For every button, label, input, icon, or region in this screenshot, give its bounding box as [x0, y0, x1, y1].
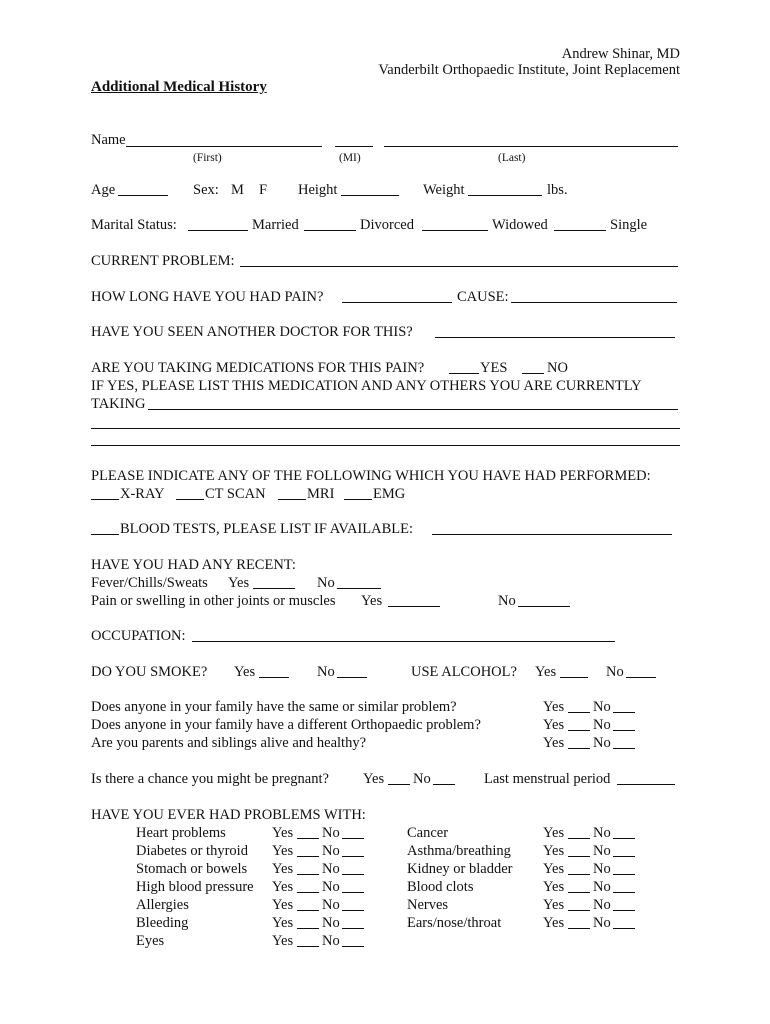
- problem-yes-label: Yes: [272, 861, 294, 877]
- family-q2-no-label: No: [593, 717, 611, 733]
- problem-no-field[interactable]: [613, 910, 635, 911]
- smoke-no-label: No: [317, 664, 335, 680]
- problem-label: High blood pressure: [136, 879, 254, 895]
- problem-yes-label: Yes: [543, 843, 565, 859]
- family-q1-no-label: No: [593, 699, 611, 715]
- problem-label: Blood clots: [407, 879, 474, 895]
- problem-no-field[interactable]: [342, 910, 364, 911]
- lmp-field[interactable]: [617, 784, 675, 785]
- problem-no-field[interactable]: [342, 946, 364, 947]
- medications-line-3[interactable]: [91, 445, 680, 446]
- smoke-no-field[interactable]: [337, 677, 367, 678]
- pregnant-no-field[interactable]: [433, 784, 455, 785]
- problem-no-field[interactable]: [342, 928, 364, 929]
- doctor-name: Andrew Shinar, MD: [561, 46, 680, 62]
- problem-yes-label: Yes: [543, 825, 565, 841]
- fever-yes-field[interactable]: [253, 588, 295, 589]
- weight-label: Weight: [423, 182, 465, 198]
- family-q1: Does anyone in your family have the same or similar problem?: [91, 699, 457, 715]
- pregnant-yes-field[interactable]: [388, 784, 410, 785]
- problem-yes-field[interactable]: [297, 874, 319, 875]
- last-caption: (Last): [498, 152, 526, 164]
- medications-no-field[interactable]: [522, 373, 544, 374]
- problem-label: Bleeding: [136, 915, 189, 931]
- medications-line-2[interactable]: [91, 428, 680, 429]
- problem-no-field[interactable]: [342, 856, 364, 857]
- problem-no-label: No: [593, 861, 611, 877]
- alcohol-no-label: No: [606, 664, 624, 680]
- divorced-label: Divorced: [360, 217, 414, 233]
- first-name-field[interactable]: [126, 146, 322, 147]
- problem-no-label: No: [322, 933, 340, 949]
- alcohol-question: USE ALCOHOL?: [411, 664, 517, 680]
- problem-label: Allergies: [136, 897, 189, 913]
- pregnant-yes-label: Yes: [363, 771, 385, 787]
- problem-yes-field[interactable]: [568, 838, 590, 839]
- problem-no-field[interactable]: [613, 856, 635, 857]
- smoke-yes-label: Yes: [234, 664, 256, 680]
- problem-label: Nerves: [407, 897, 449, 913]
- problem-yes-label: Yes: [543, 861, 565, 877]
- seen-doctor-label: HAVE YOU SEEN ANOTHER DOCTOR FOR THIS?: [91, 324, 413, 340]
- problem-label: Kidney or bladder: [407, 861, 513, 877]
- blood-tests-field[interactable]: [432, 534, 672, 535]
- family-q2-yes-label: Yes: [543, 717, 565, 733]
- family-q1-yes-field[interactable]: [568, 712, 590, 713]
- smoke-question: DO YOU SMOKE?: [91, 664, 208, 680]
- blood-tests-label: BLOOD TESTS, PLEASE LIST IF AVAILABLE:: [120, 521, 413, 537]
- how-long-label: HOW LONG HAVE YOU HAD PAIN?: [91, 289, 324, 305]
- problem-yes-field[interactable]: [568, 892, 590, 893]
- alcohol-yes-field[interactable]: [560, 677, 588, 678]
- widowed-field[interactable]: [422, 230, 488, 231]
- pregnant-no-label: No: [413, 771, 431, 787]
- problem-no-label: No: [322, 825, 340, 841]
- alcohol-no-field[interactable]: [626, 677, 656, 678]
- problem-label: Cancer: [407, 825, 449, 841]
- taking-field[interactable]: [148, 409, 678, 410]
- weight-field[interactable]: [468, 195, 542, 196]
- problem-no-label: No: [593, 897, 611, 913]
- problem-label: Stomach or bowels: [136, 861, 248, 877]
- age-label: Age: [91, 182, 116, 198]
- medications-question: ARE YOU TAKING MEDICATIONS FOR THIS PAIN?: [91, 360, 425, 376]
- problem-yes-field[interactable]: [297, 892, 319, 893]
- family-q2: Does anyone in your family have a different Orthopaedic problem?: [91, 717, 481, 733]
- first-caption: (First): [193, 152, 222, 164]
- recent-heading: HAVE YOU HAD ANY RECENT:: [91, 557, 296, 573]
- cause-field[interactable]: [511, 302, 677, 303]
- pain-swelling-label: Pain or swelling in other joints or muscles: [91, 593, 336, 609]
- pain-swelling-yes-field[interactable]: [388, 606, 440, 607]
- problem-yes-field[interactable]: [297, 856, 319, 857]
- problem-label: Ears/nose/throat: [407, 915, 502, 931]
- married-field[interactable]: [188, 230, 248, 231]
- problem-no-label: No: [593, 915, 611, 931]
- problem-label: Eyes: [136, 933, 165, 949]
- widowed-label: Widowed: [492, 217, 548, 233]
- current-problem-label: CURRENT PROBLEM:: [91, 253, 235, 269]
- family-q3-yes-label: Yes: [543, 735, 565, 751]
- problem-no-label: No: [322, 861, 340, 877]
- problem-label: Heart problems: [136, 825, 226, 841]
- occupation-label: OCCUPATION:: [91, 628, 186, 644]
- last-name-field[interactable]: [384, 146, 678, 147]
- problem-yes-field[interactable]: [297, 910, 319, 911]
- problem-no-field[interactable]: [342, 838, 364, 839]
- problem-yes-label: Yes: [543, 915, 565, 931]
- height-field[interactable]: [341, 195, 399, 196]
- xray-field[interactable]: [91, 499, 119, 500]
- problem-label: Diabetes or thyroid: [136, 843, 248, 859]
- emg-label: EMG: [373, 486, 406, 502]
- problem-no-label: No: [593, 879, 611, 895]
- xray-label: X-RAY: [120, 486, 165, 502]
- problem-yes-field[interactable]: [568, 874, 590, 875]
- pain-swelling-yes-label: Yes: [361, 593, 383, 609]
- family-q3: Are you parents and siblings alive and healthy?: [91, 735, 367, 751]
- problem-yes-label: Yes: [272, 897, 294, 913]
- fever-no-field[interactable]: [337, 588, 381, 589]
- problem-no-label: No: [593, 825, 611, 841]
- fever-label: Fever/Chills/Sweats: [91, 575, 208, 591]
- married-label: Married: [252, 217, 299, 233]
- medications-yes-field[interactable]: [449, 373, 479, 374]
- family-q3-no-field[interactable]: [613, 748, 635, 749]
- mi-caption: (MI): [339, 152, 361, 164]
- ct-field[interactable]: [176, 499, 204, 500]
- pregnant-question: Is there a chance you might be pregnant?: [91, 771, 329, 787]
- fever-yes-label: Yes: [228, 575, 250, 591]
- medications-yes-label: YES: [480, 360, 508, 376]
- blood-tests-check-field[interactable]: [91, 534, 119, 535]
- problem-yes-field[interactable]: [568, 910, 590, 911]
- problems-heading: HAVE YOU EVER HAD PROBLEMS WITH:: [91, 807, 366, 823]
- problem-yes-label: Yes: [272, 915, 294, 931]
- mri-field[interactable]: [278, 499, 306, 500]
- family-q3-yes-field[interactable]: [568, 748, 590, 749]
- lmp-label: Last menstrual period: [484, 771, 611, 787]
- form-title: Additional Medical History: [91, 79, 267, 95]
- problem-no-label: No: [322, 879, 340, 895]
- problem-label: Asthma/breathing: [407, 843, 511, 859]
- problem-yes-field[interactable]: [568, 856, 590, 857]
- sex-label: Sex:: [193, 182, 219, 198]
- problem-yes-label: Yes: [272, 933, 294, 949]
- problem-no-field[interactable]: [342, 874, 364, 875]
- marital-label: Marital Status:: [91, 217, 177, 233]
- medications-if-yes: IF YES, PLEASE LIST THIS MEDICATION AND ANY OTHERS YOU ARE CURRENTLY: [91, 378, 642, 394]
- fever-no-label: No: [317, 575, 335, 591]
- problem-yes-field[interactable]: [568, 928, 590, 929]
- occupation-field[interactable]: [192, 641, 615, 642]
- family-q3-no-label: No: [593, 735, 611, 751]
- problem-yes-label: Yes: [543, 879, 565, 895]
- problem-no-label: No: [322, 915, 340, 931]
- problem-yes-field[interactable]: [297, 946, 319, 947]
- problem-yes-label: Yes: [272, 843, 294, 859]
- problem-yes-label: Yes: [272, 879, 294, 895]
- middle-initial-field[interactable]: [335, 146, 373, 147]
- mri-label: MRI: [307, 486, 335, 502]
- problem-no-label: No: [593, 843, 611, 859]
- pain-swelling-no-label: No: [498, 593, 516, 609]
- problem-no-label: No: [322, 897, 340, 913]
- alcohol-yes-label: Yes: [535, 664, 557, 680]
- emg-field[interactable]: [344, 499, 372, 500]
- problem-yes-label: Yes: [272, 825, 294, 841]
- cause-label: CAUSE:: [457, 289, 509, 305]
- institute-name: Vanderbilt Orthopaedic Institute, Joint Replacement: [378, 62, 680, 78]
- single-label: Single: [610, 217, 648, 233]
- medications-no-label: NO: [547, 360, 568, 376]
- problem-no-field[interactable]: [342, 892, 364, 893]
- problem-no-field[interactable]: [613, 838, 635, 839]
- age-field[interactable]: [118, 195, 168, 196]
- problem-no-field[interactable]: [613, 928, 635, 929]
- taking-label: TAKING: [91, 396, 146, 412]
- current-problem-field[interactable]: [240, 266, 678, 267]
- problem-no-field[interactable]: [613, 874, 635, 875]
- sex-f-option[interactable]: F: [259, 182, 268, 198]
- problem-yes-field[interactable]: [297, 838, 319, 839]
- sex-m-option[interactable]: M: [231, 182, 244, 198]
- family-q2-no-field[interactable]: [613, 730, 635, 731]
- lbs-label: lbs.: [547, 182, 568, 198]
- seen-doctor-field[interactable]: [435, 337, 675, 338]
- problem-no-field[interactable]: [613, 892, 635, 893]
- pain-swelling-no-field[interactable]: [518, 606, 570, 607]
- family-q2-yes-field[interactable]: [568, 730, 590, 731]
- problem-no-label: No: [322, 843, 340, 859]
- single-field[interactable]: [554, 230, 606, 231]
- height-label: Height: [298, 182, 338, 198]
- family-q1-no-field[interactable]: [613, 712, 635, 713]
- name-label: Name: [91, 132, 126, 148]
- performed-question: PLEASE INDICATE ANY OF THE FOLLOWING WHICH YOU HAVE HAD PERFORMED:: [91, 468, 651, 484]
- ct-label: CT SCAN: [205, 486, 266, 502]
- problem-yes-label: Yes: [543, 897, 565, 913]
- divorced-field[interactable]: [304, 230, 356, 231]
- problem-yes-field[interactable]: [297, 928, 319, 929]
- how-long-field[interactable]: [342, 302, 452, 303]
- family-q1-yes-label: Yes: [543, 699, 565, 715]
- smoke-yes-field[interactable]: [259, 677, 289, 678]
